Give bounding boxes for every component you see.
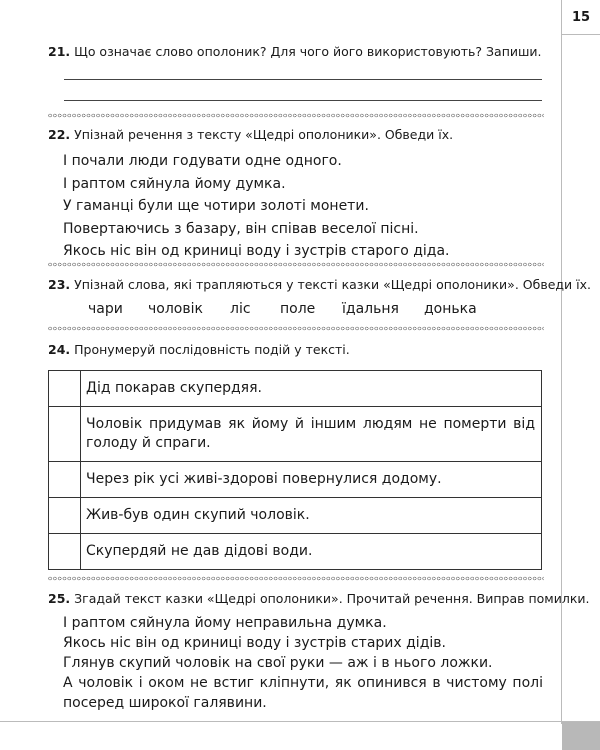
sentence-3[interactable]: Глянув скупий чоловік на свої руки — аж і в нього ложки. [63,655,493,671]
order-number-cell[interactable] [49,534,81,570]
answer-line-1[interactable] [64,79,542,80]
table-row [49,498,542,534]
word-option[interactable]: донька [424,301,477,317]
task-21-title [48,44,548,60]
corner-tab [562,722,600,750]
events-table [48,370,542,570]
word-option[interactable]: їдальня [342,301,399,317]
task-22-number: 22. [48,127,71,142]
answer-line-2[interactable] [64,100,542,101]
table-row [49,534,542,570]
task-22-text: Упізнай речення з тексту «Щедрі ополоники». Обведи їх. [74,127,454,142]
task-25-title [48,591,590,607]
task-21-text: Що означає слово ополоник? Для чого його використовують? Запиши. [74,44,542,59]
word-option[interactable]: чоловік [148,301,203,317]
order-number-cell[interactable] [49,407,81,462]
event-text: Чоловік придумав як йому й іншим людям не померти від голоду й спраги. [81,407,542,462]
ornament-divider [48,113,544,118]
bottom-line [0,721,600,722]
ornament-divider [48,262,544,267]
event-text: Дід покарав скупердяя. [81,371,542,407]
task-24-text: Пронумеруй послідовність подій у тексті. [74,342,350,357]
task-24-number: 24. [48,342,71,357]
margin-line [561,34,562,724]
task-25-sentences [63,613,543,713]
word-option[interactable]: чари [88,301,123,317]
sentence-4[interactable]: Повертаючись з базару, він співав веселої пісні. [63,220,419,237]
task-23-number: 23. [48,277,71,292]
page-number-box [561,0,600,35]
page-number: 15 [571,10,591,25]
task-25-number: 25. [48,591,71,606]
task-25-text: Згадай текст казки «Щедрі ополоники». Прочитай речення. Виправ помилки. [74,591,590,606]
task-22-title [48,127,548,143]
sentence-2[interactable]: І раптом сяйнула йому думка. [63,175,286,192]
task-22-sentences [63,150,543,263]
ornament-divider [48,576,544,581]
table-row [49,462,542,498]
event-text: Через рік усі живі-здорові повернулися додому. [81,462,542,498]
order-number-cell[interactable] [49,371,81,407]
event-text: Жив-був один скупий чоловік. [81,498,542,534]
event-text: Скупердяй не дав дідові води. [81,534,542,570]
sentence-5[interactable]: Якось ніс він од криниці воду і зустрів старого діда. [63,243,450,259]
order-number-cell[interactable] [49,498,81,534]
sentence-1[interactable]: І почали люди годувати одне одного. [63,153,342,169]
sentence-3[interactable]: У гаманці були ще чотири золоті монети. [63,198,369,214]
order-number-cell[interactable] [49,462,81,498]
task-23-text: Упізнай слова, які трапляються у тексті казки «Щедрі ополоники». Обведи їх. [74,277,591,292]
sentence-4[interactable]: А чоловік і оком не встиг кліпнути, як опинився в чистому полі посеред широкої галявини. [63,675,543,711]
word-option[interactable]: поле [280,301,316,317]
ornament-divider [48,326,544,331]
task-21-number: 21. [48,44,71,59]
task-24-title [48,342,548,358]
sentence-1[interactable]: І раптом сяйнула йому неправильна думка. [63,615,387,631]
task-23-title [48,277,591,293]
sentence-2[interactable]: Якось ніс він од криниці воду і зустрів старих дідів. [63,635,446,651]
word-option[interactable]: ліс [230,301,251,317]
table-row [49,371,542,407]
table-row [49,407,542,462]
